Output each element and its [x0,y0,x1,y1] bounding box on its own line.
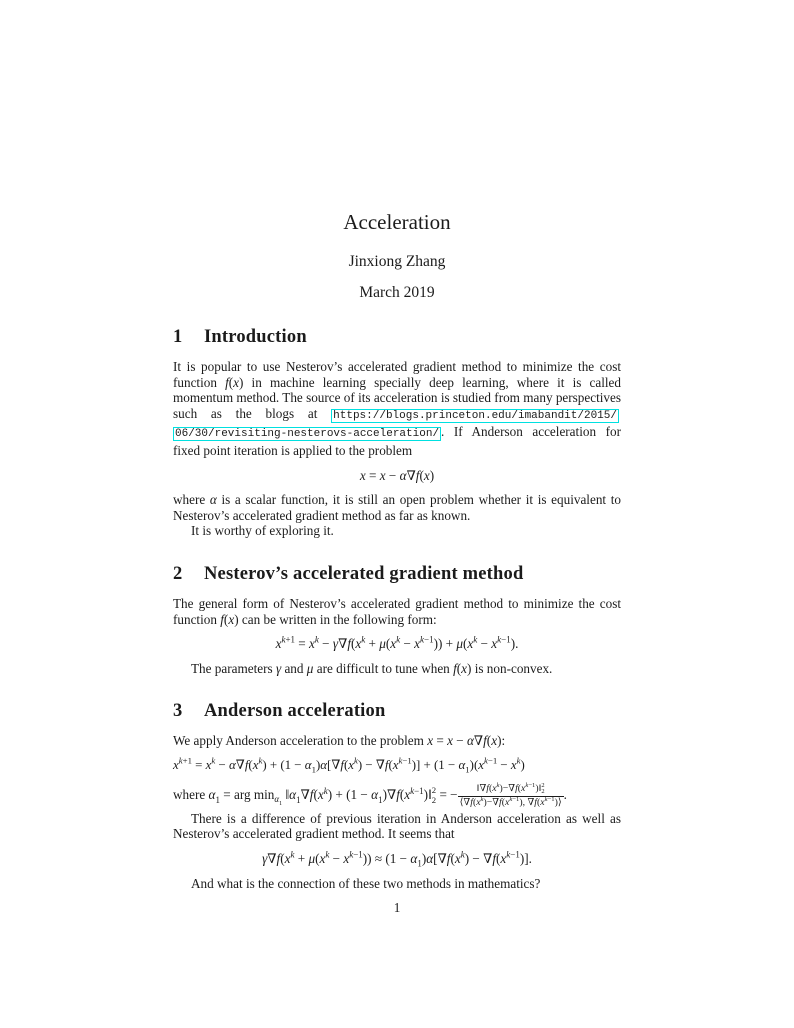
section-1-number: 1 [173,327,183,347]
section-1-title: Introduction [204,327,307,347]
paper-author: Jinxiong Zhang [348,253,446,270]
equation-connection: $\gamma\nabla f(x^k + \mu(x^k - x^{k-1})) \approx (1 - \alpha_1)\alpha[\nabla f(x^k) - \nabla f(x^{k-1})]$. [262,849,532,869]
section-3-title: Anderson acceleration [204,701,386,722]
intro-text-before-link: It is popular to use Nesterov’s accelerated gradient method to minimize the cost function f(x) in machine learning specially deep learning, where it is called momentum method. The source of its acceleration is studied from many perspectives such as the blogs at [173,359,622,421]
nesterov-paragraph-2: The parameters γ and μ are difficult to tune when f(x) is non-convex. [191,660,553,676]
section-nesterov-method [173,563,621,676]
intro-paragraph-1 [173,359,621,459]
section-2-number: 2 [173,563,183,584]
section-1-heading [173,326,621,349]
equation-anderson-update: $x^{k+1} = x^k - \alpha\nabla f(x^k) + (1 - \alpha_1)\alpha[\nabla f(x^k) - \nabla f(x^{k-1})] + (1 - \alpha_1)(x^{k-1} - x^k)$ [173,755,525,775]
paper-date: March 2019 [359,284,435,301]
section-introduction [173,326,621,539]
section-3-number: 3 [173,701,183,722]
equation-fixed-point: x = x − α∇f(x) [359,467,435,483]
intro-paragraph-2: where α is a scalar function, it is still an open problem whether it is equivalent to Nesterov’s accelerated gradient method as far as known. [173,492,621,523]
anderson-paragraph-3: And what is the connection of these two methods in mathematics? [191,875,541,891]
section-2-heading [173,563,621,586]
anderson-where-line: where $\alpha_1$ = arg $\min_{\alpha_1}$ $‖\alpha_1\nabla f(x^k) + (1$ − $\alpha_1)\nabla f(x^{k-1})‖$ 2 2 = − $‖\nabla f(x^k)-\nabla f(x^{k-1})‖$ 2 2 $⟨\nabla f(x^k)-\nabla f(x^{k-1})$, $\nabla f(x^{k-1})⟩$ . [173,781,567,809]
equation-nesterov-update: $x^{k+1} = x^k - \gamma\nabla f(x^k + \mu(x^k - x^{k-1})) + \mu(x^k - x^{k-1})$. [275,634,519,652]
paper-title: Acceleration [343,210,451,234]
section-3-heading [173,700,621,723]
nesterov-paragraph-1: The general form of Nesterov’s accelerated gradient method to minimize the cost function f(x) can be written in the following form: [173,595,621,627]
princeton-blog-link[interactable]: https://blogs.princeton.edu/imabandit/2015/06/30/revisiting-nesterovs-acceleration/ [175,409,617,441]
section-2-title: Nesterov’s accelerated gradient method [204,563,524,584]
intro-paragraph-3: It is worthy of exploring it. [191,523,334,539]
section-anderson-acceleration [173,700,621,891]
intro-text-after-link: . If Anderson acceleration for fixed point iteration is applied to the problem [173,424,621,458]
anderson-paragraph-2: There is a difference of previous iteration in Anderson acceleration as well as Nesterov’s accelerated gradient method. It seems that [173,810,621,842]
anderson-paragraph-1: We apply Anderson acceleration to the problem x = x − α∇f(x): [173,733,506,749]
page-number: 1 [393,900,401,915]
paper-header [173,210,621,302]
